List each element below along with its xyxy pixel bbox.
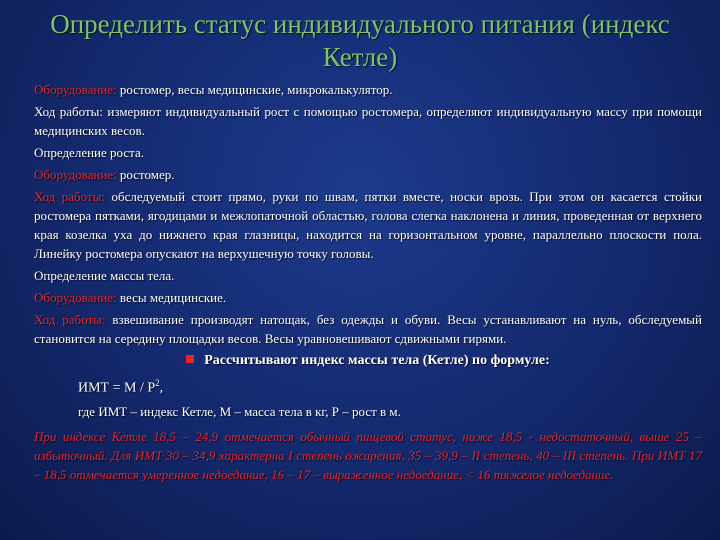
equipment-text: ростомер. [116,167,175,182]
slide-body [34,80,702,484]
height-heading: Определение роста. [34,145,144,160]
slide-title: Определить статус индивидуального питания (индекс Кетле) [50,9,670,72]
bmi-interpretation: При индексе Кетле 18,5 – 24,9 отмечается обычный пищевой статус, ниже 18,5 - недостаточный, выше 25 – избыточный. Для ИМТ 30 – 34,9 характерна I степень ожирения, 35 – 39,9 – II степень, 40 – III степень. При ИМТ 17 – 18,5 отмечается умеренное недоедание, 16 – 17 – выраженное недоедание, < 16 тяжелое недоедание. [34,428,702,482]
formula-legend: где ИМТ – индекс Кетле, М – масса тела в кг, Р – рост в м. [78,403,401,419]
procedure-label: Ход работы: [34,189,106,204]
equipment-label: Оборудование: [34,82,117,97]
procedure-text: обследуемый стоит прямо, руки по швам, пятки вместе, носки врозь. При этом он касается стойки ростомера пятками, ягодицами и межлопаточной областью, голова слегка наклонена и линия, проведенная от верхнего края козелка уха до нижнего края глазницы, находится на горизонтальном уровне, параллельно плоскости пола. Линейку ростомера опускают на верхушечную точку головы. [34,189,702,261]
equipment-mass [34,288,702,307]
formula-exponent: 2 [155,378,160,388]
procedure-label: Ход работы: [34,312,106,327]
bmi-bullet [34,351,702,370]
formula-tail: , [159,380,164,396]
bmi-formula [78,374,702,398]
procedure-mass [34,310,702,348]
formula-main: ИМТ = М / Р [78,380,156,396]
equipment-text: весы медицинские. [116,290,227,305]
bmi-bullet-text: Рассчитывают индекс массы тела (Кетле) по формуле: [204,353,550,368]
mass-heading: Определение массы тела. [34,268,175,283]
square-bullet-icon [186,355,194,363]
procedure-text: взвешивание производят натощак, без одежды и обуви. Весы устанавливают на нуль, обследуемый становится на середину площадки весов. Весы уравновешивают сдвижными гирями. [34,312,702,346]
equipment-general [34,80,702,99]
equipment-height [34,165,702,184]
procedure-height [34,187,702,263]
equipment-label: Оборудование: [34,167,117,182]
equipment-text: ростомер, весы медицинские, микрокалькулятор. [116,82,393,97]
equipment-label: Оборудование: [34,290,117,305]
procedure-label: Ход работы: [34,104,103,119]
procedure-general [34,102,702,140]
procedure-text: измеряют индивидуальный рост с помощью ростомера, определяют индивидуальную массу при помощи медицинских весов. [34,104,702,138]
